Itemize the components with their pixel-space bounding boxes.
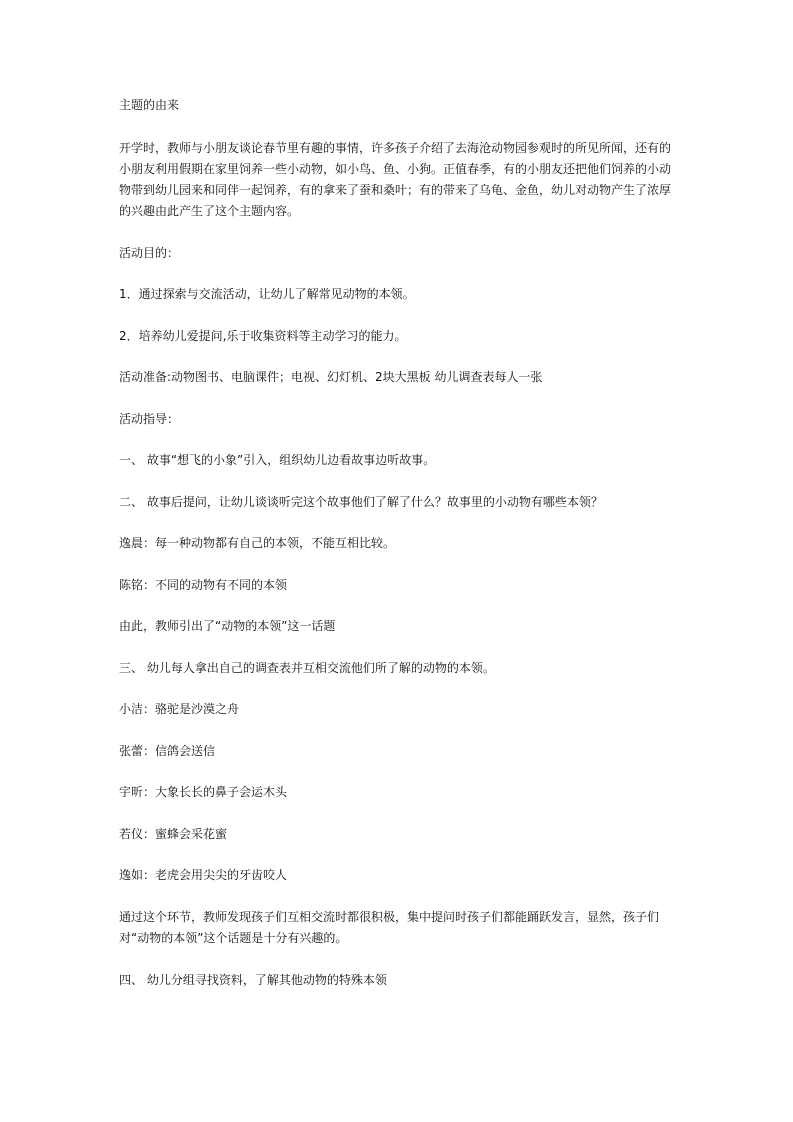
quote-chenming: 陈铭：不同的动物有不同的本领 — [119, 578, 288, 592]
quote-ruoyi: 若仪：蜜蜂会采花蜜 — [119, 827, 228, 841]
topic-lead-in: 由此，教师引出了“动物的本领”这一话题 — [119, 619, 336, 633]
guidance-step-3: 三、 幼儿每人拿出自己的调查表并互相交流他们所了解的动物的本领。 — [119, 661, 495, 675]
goal-item-2: 2．培养幼儿爱提问,乐于收集资料等主动学习的能力。 — [119, 329, 407, 343]
quote-zhanglei: 张蕾：信鸽会送信 — [119, 744, 216, 758]
guidance-heading: 活动指导： — [119, 412, 180, 426]
goal-item-1: 1．通过探索与交流活动，让幼儿了解常见动物的本领。 — [119, 287, 415, 301]
quote-yichen: 逸晨：每一种动物都有自己的本领，不能互相比较。 — [119, 536, 396, 550]
guidance-step-1: 一、 故事“想飞的小象”引入，组织幼儿边看故事边听故事。 — [119, 453, 436, 467]
quote-yiru: 逸如：老虎会用尖尖的牙齿咬人 — [119, 868, 288, 882]
preparation-line: 活动准备:动物图书、电脑课件；电视、幻灯机、2块大黑板 幼儿调查表每人一张 — [119, 370, 543, 384]
quote-xiaojie: 小洁：骆驼是沙漠之舟 — [119, 702, 240, 716]
goals-heading: 活动目的： — [119, 246, 180, 260]
guidance-step-2: 二、 故事后提问，让幼儿谈谈听完这个故事他们了解了什么？故事里的小动物有哪些本领？ — [119, 495, 603, 509]
document-title: 主题的由来 — [119, 98, 180, 112]
guidance-step-4: 四、 幼儿分组寻找资料，了解其他动物的特殊本领 — [119, 973, 387, 987]
quote-yuxin: 宇昕：大象长长的鼻子会运木头 — [119, 785, 288, 799]
intro-paragraph: 开学时，教师与小朋友谈论春节里有趣的事情，许多孩子介绍了去海沧动物园参观时的所见所闻，还有的小朋友利用假期在家里饲养一些小动物，如小鸟、鱼、小狗。正值春季，有的小朋友还把他们饲养的小动物带到幼儿园来和同伴一起饲养，有的拿来了蚕和桑叶；有的带来了乌龟、金鱼，幼儿对动物产生了浓厚的兴趣由此产生了这个主题内容。 — [119, 141, 672, 218]
summary-paragraph: 通过这个环节，教师发现孩子们互相交流时都很积极，集中提问时孩子们都能踊跃发言，显然，孩子们对“动物的本领”这个话题是十分有兴趣的。 — [119, 910, 660, 945]
